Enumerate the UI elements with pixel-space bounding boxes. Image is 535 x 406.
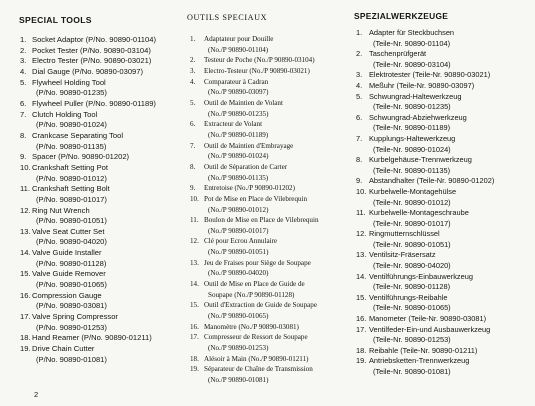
tool-name: Ventilfeder-Ein-und Ausbauwerkzeug <box>369 324 491 334</box>
item-number: 19. <box>190 365 199 374</box>
tool-name: Alésoir à Main (No./P 90890-01211) <box>204 354 309 363</box>
tool-name: Compression Gauge <box>32 290 102 300</box>
tool-list-item <box>19 344 181 365</box>
tool-name: Outil d'Extraction de Guide de Soupape <box>204 301 317 310</box>
tool-name: Clé pour Ecrou Annulaire <box>204 237 278 246</box>
item-number: 16. <box>190 322 199 331</box>
item-number: 1. <box>356 28 363 37</box>
tool-list-item <box>355 81 533 92</box>
tool-list-item <box>355 208 533 229</box>
tool-part-number: (Teile-Nr. 90890-01253) <box>373 335 451 345</box>
tool-name: Extracteur de Volant <box>204 120 263 129</box>
tool-list-item <box>190 183 360 194</box>
tool-name: Valve Guide Remover <box>32 269 106 279</box>
tool-list-item <box>190 364 360 385</box>
tool-list-item <box>355 356 533 377</box>
tool-list-item <box>19 46 181 57</box>
tool-part-number: (No./P 90890-01135) <box>208 173 269 182</box>
item-number: 17. <box>356 324 367 334</box>
item-number: 10. <box>356 186 367 196</box>
item-number: 12. <box>190 237 199 246</box>
item-number: 11. <box>356 208 366 218</box>
tool-name: Kurbelwelle-Montageschraube <box>369 208 469 218</box>
tool-name: Outil de Maintien d'Embrayage <box>204 141 294 150</box>
tool-name: Pocket Tester (P/No. 90890-03104) <box>32 45 151 55</box>
tool-list-item <box>190 194 360 215</box>
tool-list-item <box>19 56 181 67</box>
tool-list-item <box>19 312 181 333</box>
tool-name: Outil de Maintien de Volant <box>204 98 283 107</box>
tool-name: Ventilführungs-Reibahle <box>369 292 448 302</box>
item-number: 9. <box>356 176 363 186</box>
item-number: 12. <box>20 205 31 215</box>
tool-name: Electro-Testeur (No./P 90890-03021) <box>204 66 310 75</box>
tool-list-item <box>355 49 533 70</box>
item-number: 4. <box>20 66 27 76</box>
item-number: 5. <box>356 91 363 101</box>
tool-list-item <box>19 184 181 205</box>
tool-part-number: (Teile-Nr. 90890-03104) <box>373 59 451 69</box>
tool-name: Antriebsketten-Trennwerkzeug <box>369 356 470 366</box>
tool-list-item <box>190 279 360 300</box>
tool-part-number: (No./P 90890-01024) <box>208 152 269 161</box>
tool-name: Ringmutternschlüssel <box>369 229 440 239</box>
tool-list-item <box>19 78 181 99</box>
tool-name: Spacer (P/No. 90890-01202) <box>32 152 130 162</box>
item-number: 14. <box>190 280 199 289</box>
tool-name: Flywheel Puller (P/No. 90890-01189) <box>32 98 156 108</box>
tool-list-item <box>19 269 181 290</box>
item-number: 13. <box>190 258 199 267</box>
tool-name: Testeur de Poche (No./P 90890-03104) <box>204 56 315 65</box>
tool-list-item <box>355 155 533 176</box>
tool-name: Schwungrad-Abziehwerkzeug <box>369 112 467 122</box>
item-number: 11. <box>20 184 30 194</box>
tool-list-item <box>355 293 533 314</box>
tool-part-number: (No./P 90890-01104) <box>208 45 269 54</box>
tool-part-number: (Teile-Nr. 90890-01104) <box>373 38 451 48</box>
tool-name: Drive Chain Cutter <box>32 344 95 354</box>
tool-name: Kurbelwelle-Montagehülse <box>369 186 457 196</box>
tool-part-number: (Teile-Nr. 90890-01017) <box>373 218 451 228</box>
item-number: 3. <box>190 66 196 75</box>
tool-part-number: (Teile-Nr. 90890-01051) <box>373 239 451 249</box>
tool-part-number: (No./P 90890-01012) <box>208 205 269 214</box>
tool-part-number: (Teile-Nr. 90890-01235) <box>373 102 451 112</box>
tool-list-item <box>190 34 360 55</box>
tool-list-item <box>355 28 533 49</box>
tool-name: Socket Adaptor (P/No. 90890-01104) <box>32 35 156 44</box>
tool-list-item <box>355 314 533 325</box>
tool-part-number: (No./P 90890-01081) <box>208 376 269 384</box>
tool-list-item <box>19 291 181 312</box>
tool-list-item <box>355 134 533 155</box>
tool-part-number: (P/No. 90890-01017) <box>36 194 107 204</box>
tool-name: Taschenprüfgerät <box>369 49 427 59</box>
tool-list-item <box>190 77 363 98</box>
tool-part-number: (P/No. 90890-01235) <box>36 88 107 98</box>
item-number: 15. <box>356 292 367 302</box>
tool-name: Compresseur de Ressort de Soupape <box>204 333 308 342</box>
item-number: 5. <box>20 77 27 87</box>
tool-part-number: (No./P 90890-01065) <box>208 312 269 321</box>
item-number: 6. <box>20 98 27 108</box>
item-number: 2. <box>190 56 196 65</box>
tool-name: Hand Reamer (P/No. 90890-01211) <box>32 333 152 343</box>
tool-list-item <box>19 206 181 227</box>
tool-part-number: (Teile-Nr. 90890-04020) <box>373 261 451 271</box>
item-number: 15. <box>190 301 199 310</box>
tool-list-item <box>19 152 181 163</box>
tool-list-item <box>19 163 181 184</box>
item-number: 18. <box>20 333 31 343</box>
tool-list-item <box>190 322 360 333</box>
tool-part-number: (Teile-Nr. 90890-01081) <box>373 367 451 376</box>
item-number: 8. <box>356 155 363 165</box>
tool-list-item <box>19 35 181 46</box>
tool-name: Kupplungs-Haltewerkzeug <box>369 133 456 143</box>
tool-part-number: (P/No. 90890-04020) <box>36 237 107 247</box>
item-number: 5. <box>190 98 196 107</box>
tool-name: Ring Nut Wrench <box>32 205 90 215</box>
item-number: 10. <box>20 162 31 172</box>
tool-name: Boulon de Mise en Place de Vilebrequin <box>204 216 319 225</box>
tool-list-item <box>355 176 533 187</box>
tool-list <box>190 34 363 386</box>
column-heading: SPECIAL TOOLS <box>19 15 92 25</box>
column-heading: OUTILS SPECIAUX <box>187 13 268 22</box>
tool-part-number: (No./P 90890-01235) <box>208 109 269 118</box>
item-number: 16. <box>356 314 367 324</box>
item-number: 17. <box>20 312 31 322</box>
tool-list-item <box>190 258 360 279</box>
tool-list-item <box>355 250 533 271</box>
tool-name: Séparateur de Chaîne de Transmission <box>204 365 313 374</box>
item-number: 3. <box>20 56 27 66</box>
item-number: 8. <box>20 130 27 140</box>
tool-name: Flywheel Holding Tool <box>32 77 106 87</box>
tool-list-item <box>19 333 181 344</box>
tool-part-number: Soupape (No./P 90890-01128) <box>208 290 295 299</box>
item-number: 19. <box>20 344 31 354</box>
tool-list-item <box>190 55 360 66</box>
tool-list-item <box>190 332 360 353</box>
tool-list-item <box>355 113 533 134</box>
tool-list-item <box>355 70 533 81</box>
tool-part-number: (Teile-Nr. 90890-01189) <box>373 123 451 133</box>
tool-list-item <box>190 162 360 183</box>
tool-list-item <box>19 248 181 269</box>
tool-part-number: (P/No. 90890-01051) <box>36 216 107 226</box>
tool-name: Reibahle (Teile-Nr. 90890-01211) <box>369 345 478 355</box>
item-number: 8. <box>190 162 196 171</box>
tool-name: Schwungrad-Haltewerkzeug <box>369 91 462 101</box>
item-number: 18. <box>356 345 367 355</box>
item-number: 16. <box>20 290 31 300</box>
item-number: 14. <box>20 248 31 258</box>
tool-list-item <box>190 300 360 321</box>
tool-name: Outil de Mise en Place de Guide de <box>204 280 305 289</box>
item-number: 14. <box>356 271 367 281</box>
tool-name: Kurbelgehäuse-Trennwerkzeug <box>369 155 472 165</box>
tool-list-item <box>355 187 533 208</box>
tool-list-item <box>190 354 360 365</box>
tool-part-number: (No./P 90890-03097) <box>208 88 269 97</box>
tool-list-item <box>190 98 360 119</box>
tool-name: Clutch Holding Tool <box>32 109 98 119</box>
tool-name: Pot de Mise en Place de Vilebrequin <box>204 194 308 203</box>
item-number: 6. <box>190 120 196 129</box>
page-number: 2 <box>34 390 39 399</box>
item-number: 18. <box>190 354 199 363</box>
tool-list-item <box>355 325 533 346</box>
tool-list <box>19 35 181 365</box>
tool-name: Manomètre (No./P 90890-03081) <box>204 322 299 331</box>
tool-name: Crankshaft Setting Bolt <box>32 184 110 194</box>
tool-list-item <box>355 272 533 293</box>
item-number: 19. <box>356 356 367 366</box>
tool-list-item <box>19 227 181 248</box>
item-number: 12. <box>356 229 367 239</box>
tool-list-item <box>19 110 181 131</box>
item-number: 7. <box>356 133 363 143</box>
tool-name: Crankshaft Setting Pot <box>32 162 108 172</box>
tool-part-number: (Teile-Nr. 90890-01065) <box>373 303 451 313</box>
item-number: 1. <box>190 35 196 43</box>
tool-name: Abstandhalter (Teile-Nr. 90890-01202) <box>369 176 495 186</box>
tool-part-number: (P/No. 90890-03081) <box>36 301 107 311</box>
item-number: 9. <box>20 152 27 162</box>
item-number: 13. <box>20 226 31 236</box>
tool-part-number: (P/No. 90890-01012) <box>36 173 107 183</box>
item-number: 4. <box>356 80 363 90</box>
tool-name: Entretoise (No./P 90890-01202) <box>204 184 295 193</box>
tool-part-number: (P/No. 90890-01135) <box>36 141 107 151</box>
tool-part-number: (No./P 90890-01017) <box>208 226 269 235</box>
tool-name: Adapter für Steckbuchsen <box>369 28 455 37</box>
tool-list-item <box>190 119 360 140</box>
item-number: 4. <box>190 77 196 86</box>
tool-part-number: (No./P 90890-01253) <box>208 344 269 353</box>
tool-part-number: (P/No. 90890-01253) <box>36 322 107 332</box>
tool-name: Jeu de Fraises pour Siège de Soupape <box>204 258 311 267</box>
tool-part-number: (Teile-Nr. 90890-01135) <box>373 165 451 175</box>
item-number: 3. <box>356 70 363 80</box>
tool-part-number: (P/No. 90890-01024) <box>36 120 107 130</box>
tool-name: Meßuhr (Teile-Nr. 90890-03097) <box>369 80 475 90</box>
tool-list-item <box>19 67 181 78</box>
tool-list <box>355 28 533 378</box>
tool-part-number: (P/No. 90890-01081) <box>36 354 107 364</box>
tool-name: Valve Guide Installer <box>32 248 102 258</box>
tool-part-number: (P/No. 90890-01065) <box>36 280 107 290</box>
tool-name: Valve Spring Compressor <box>32 312 118 322</box>
column-heading: SPEZIALWERKZEUGE <box>354 11 449 21</box>
tool-list-item <box>190 66 360 77</box>
tool-part-number: (Teile-Nr. 90890-01024) <box>373 144 451 154</box>
tool-name: Outil de Séparation de Carter <box>204 162 288 171</box>
tool-name: Adaptateur pour Douille <box>204 35 274 43</box>
item-number: 2. <box>20 45 27 55</box>
tool-name: Comparateur à Cadran <box>204 77 269 86</box>
item-number: 6. <box>356 112 363 122</box>
tool-name: Ventilsitz-Fräsersatz <box>369 250 436 260</box>
tool-list-item <box>19 99 181 110</box>
tool-name: Elektrotester (Teile-Nr. 90890-03021) <box>369 70 491 80</box>
tool-name: Ventilführungs-Einbauwerkzeug <box>369 271 473 281</box>
item-number: 11. <box>190 216 199 225</box>
tool-list-item <box>19 131 181 152</box>
tool-part-number: (P/No. 90890-01128) <box>36 258 107 268</box>
item-number: 2. <box>356 49 363 59</box>
item-number: 17. <box>190 333 199 342</box>
tool-name: Manometer (Teile-Nr. 90890-03081) <box>369 314 487 324</box>
item-number: 7. <box>190 141 196 150</box>
tool-part-number: (No./P 90890-01051) <box>208 248 269 257</box>
tool-part-number: (Teile-Nr. 90890-01128) <box>373 282 451 292</box>
tool-list-item <box>190 141 360 162</box>
tool-name: Dial Gauge (P/No. 90890-03097) <box>32 66 144 76</box>
tool-part-number: (No./P 90890-01189) <box>208 130 269 139</box>
item-number: 10. <box>190 194 199 203</box>
item-number: 1. <box>20 35 27 44</box>
tool-part-number: (No./P 90890-04020) <box>208 269 269 278</box>
tool-part-number: (Teile-Nr. 90890-01012) <box>373 197 451 207</box>
tool-name: Crankcase Separating Tool <box>32 130 124 140</box>
tool-name: Electro Tester (P/No. 90890-03021) <box>32 56 152 66</box>
tool-list-item <box>355 346 533 357</box>
tool-list-item <box>355 229 533 250</box>
item-number: 7. <box>20 109 27 119</box>
item-number: 13. <box>356 250 367 260</box>
item-number: 15. <box>20 269 31 279</box>
tool-list-item <box>355 92 533 113</box>
tool-list-item <box>190 236 360 257</box>
tool-name: Valve Seat Cutter Set <box>32 226 105 236</box>
tool-list-item <box>190 215 360 236</box>
item-number: 9. <box>190 184 196 193</box>
